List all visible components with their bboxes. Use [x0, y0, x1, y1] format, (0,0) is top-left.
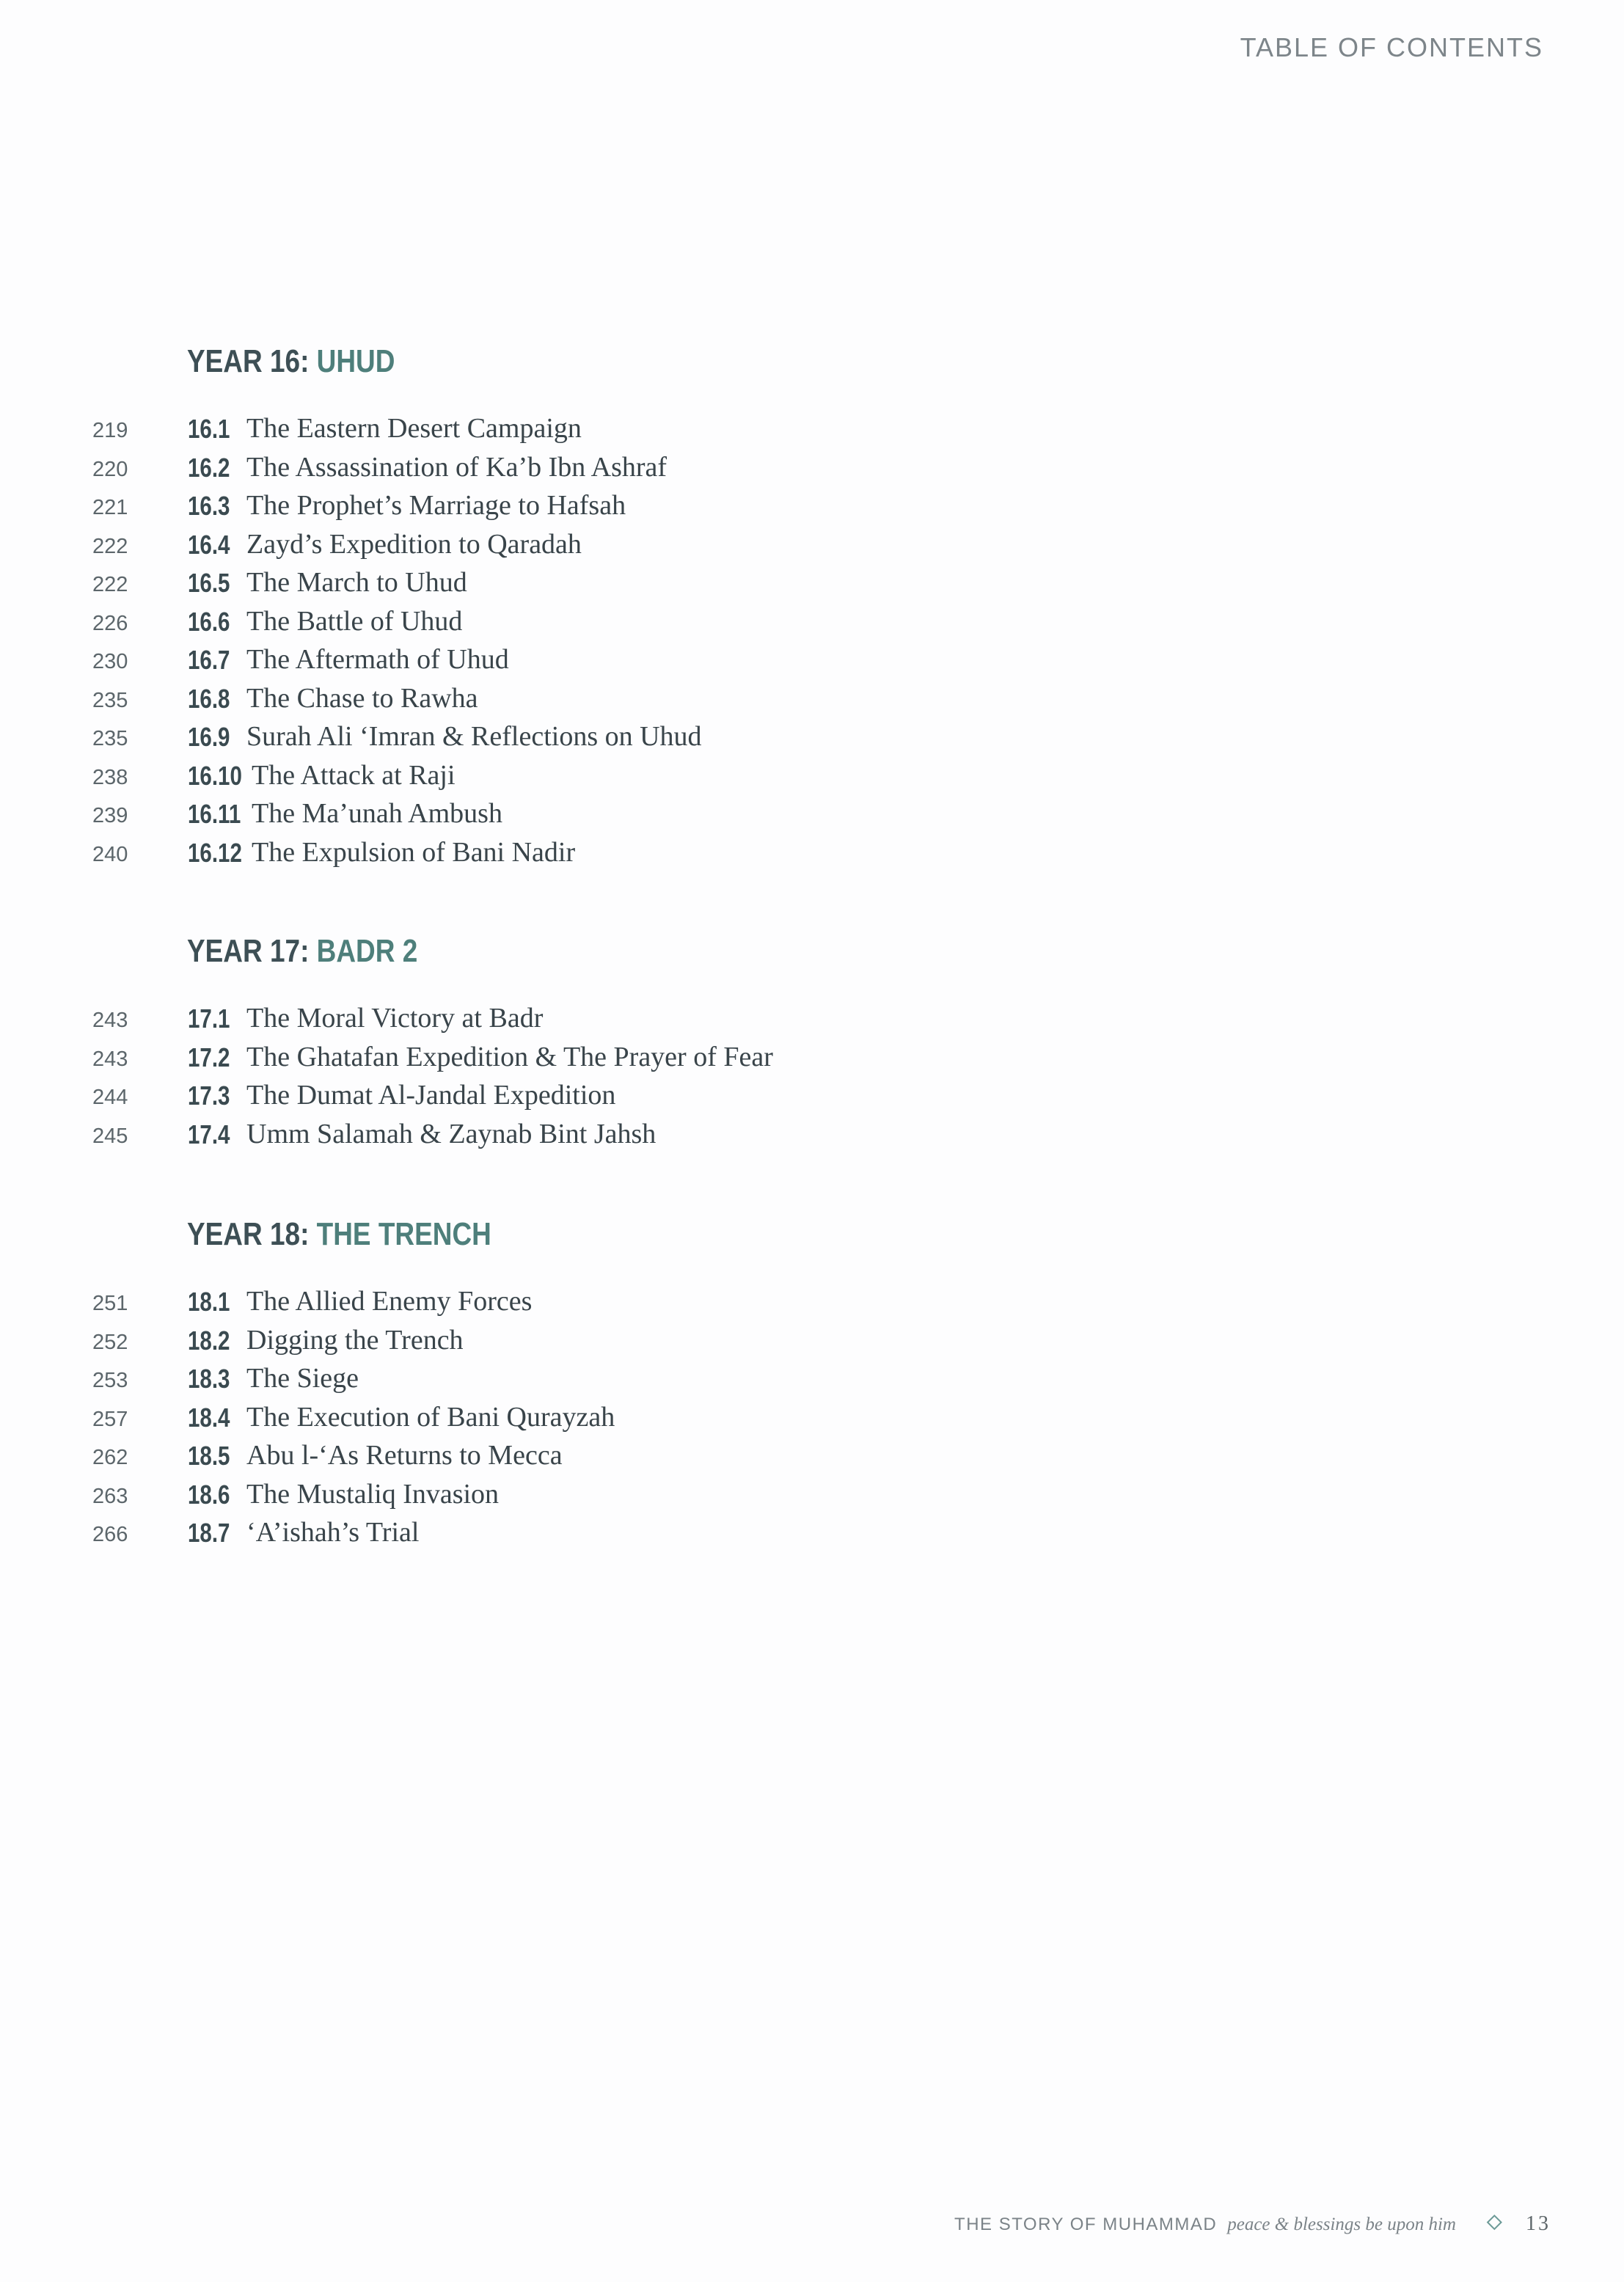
entry-title: The Chase to Rawha: [246, 682, 478, 714]
entry-title: Umm Salamah & Zaynab Bint Jahsh: [246, 1118, 656, 1149]
entry-page-number: 243: [92, 1047, 128, 1071]
entry-number: 18.3: [188, 1364, 230, 1394]
section-title: [187, 1216, 491, 1253]
entry-title: The Dumat Al-Jandal Expedition: [246, 1080, 616, 1111]
toc-entry[interactable]: [0, 1516, 954, 1555]
entry-title: The Moral Victory at Badr: [246, 1003, 544, 1034]
entry-page-number: 222: [92, 534, 128, 558]
diamond-icon: [1487, 2215, 1502, 2230]
entry-page-number: 222: [92, 573, 128, 596]
entry-number: 18.7: [188, 1518, 230, 1548]
entry-page-number: 226: [92, 611, 128, 635]
toc-entry-list: [0, 412, 954, 874]
entry-number: 17.1: [188, 1003, 230, 1034]
entry-number: 16.4: [188, 529, 230, 560]
section-title: [187, 343, 395, 380]
entry-number: 18.4: [188, 1402, 230, 1433]
entry-number: 17.4: [188, 1119, 230, 1149]
page-number: 13: [1526, 2212, 1551, 2235]
entry-page-number: 243: [92, 1009, 128, 1032]
section-name: BADR 2: [316, 933, 418, 969]
entry-title: Zayd’s Expedition to Qaradah: [246, 528, 582, 560]
page-footer: [954, 2212, 1551, 2236]
running-head: TABLE OF CONTENTS: [1240, 32, 1543, 62]
toc-entry[interactable]: [0, 1285, 954, 1324]
entry-number: 16.10: [188, 760, 242, 791]
entry-title: The Ma’unah Ambush: [252, 798, 502, 829]
toc-entry[interactable]: [0, 605, 954, 644]
entry-page-number: 221: [92, 496, 128, 519]
toc-entry[interactable]: [0, 1002, 954, 1041]
entry-number: 16.12: [188, 837, 242, 868]
entry-title: The Assassination of Ka’b Ibn Ashraf: [246, 451, 667, 483]
entry-page-number: 238: [92, 765, 128, 789]
entry-title: The Allied Enemy Forces: [246, 1286, 533, 1317]
footer-tagline: peace & blessings be upon him: [1227, 2215, 1456, 2234]
toc-entry[interactable]: [0, 528, 954, 567]
toc-entry[interactable]: [0, 566, 954, 605]
entry-number: 16.7: [188, 645, 230, 675]
toc-entry[interactable]: [0, 682, 954, 721]
toc-entry[interactable]: [0, 759, 954, 798]
entry-page-number: 263: [92, 1484, 128, 1508]
toc-entry[interactable]: [0, 1324, 954, 1363]
toc-entry-list: [0, 1002, 954, 1156]
entry-page-number: 235: [92, 688, 128, 712]
entry-number: 16.11: [188, 799, 241, 829]
toc-entry[interactable]: [0, 1079, 954, 1118]
entry-number: 16.3: [188, 491, 230, 521]
entry-title: Digging the Trench: [246, 1324, 464, 1356]
entry-page-number: 245: [92, 1124, 128, 1148]
section-title: [187, 933, 417, 970]
entry-number: 16.5: [188, 568, 230, 598]
toc-entry[interactable]: [0, 797, 954, 836]
section-year-label: YEAR 16:: [187, 343, 310, 379]
entry-title: The Aftermath of Uhud: [246, 644, 509, 675]
toc-entry-list: [0, 1285, 954, 1555]
section-year-label: YEAR 18:: [187, 1216, 310, 1252]
entry-page-number: 262: [92, 1446, 128, 1469]
toc-entry[interactable]: [0, 1401, 954, 1440]
entry-page-number: 219: [92, 419, 128, 442]
entry-title: The Eastern Desert Campaign: [246, 413, 582, 444]
toc-entry[interactable]: [0, 643, 954, 682]
entry-page-number: 266: [92, 1523, 128, 1546]
footer-book-title: THE STORY OF MUHAMMAD: [954, 2215, 1218, 2234]
entry-page-number: 257: [92, 1407, 128, 1431]
entry-number: 18.1: [188, 1287, 230, 1317]
entry-number: 17.2: [188, 1042, 230, 1072]
entry-page-number: 230: [92, 650, 128, 673]
entry-page-number: 239: [92, 804, 128, 827]
toc-entry[interactable]: [0, 489, 954, 528]
toc-entry[interactable]: [0, 1118, 954, 1157]
entry-page-number: 240: [92, 842, 128, 866]
entry-title: The Execution of Bani Qurayzah: [246, 1401, 615, 1433]
entry-number: 18.5: [188, 1441, 230, 1471]
entry-page-number: 253: [92, 1369, 128, 1392]
entry-page-number: 252: [92, 1330, 128, 1354]
section-name: THE TRENCH: [316, 1216, 491, 1252]
entry-number: 16.2: [188, 452, 230, 483]
entry-number: 16.9: [188, 722, 230, 752]
entry-number: 18.2: [188, 1325, 230, 1356]
section-year-label: YEAR 17:: [187, 933, 310, 969]
entry-number: 16.1: [188, 414, 230, 444]
toc-entry[interactable]: [0, 1362, 954, 1401]
entry-title: The Mustaliq Invasion: [246, 1478, 500, 1510]
toc-entry[interactable]: [0, 836, 954, 875]
entry-title: The Siege: [246, 1363, 359, 1394]
toc-entry[interactable]: [0, 412, 954, 451]
entry-page-number: 235: [92, 727, 128, 750]
entry-page-number: 220: [92, 457, 128, 481]
entry-title: The Ghatafan Expedition & The Prayer of Fear: [246, 1041, 773, 1072]
toc-entry[interactable]: [0, 1041, 954, 1080]
entry-title: The Prophet’s Marriage to Hafsah: [246, 490, 626, 521]
entry-title: Abu l-‘As Returns to Mecca: [246, 1440, 563, 1471]
toc-entry[interactable]: [0, 1439, 954, 1478]
entry-number: 17.3: [188, 1080, 230, 1111]
entry-number: 16.6: [188, 606, 230, 637]
section-name: UHUD: [316, 343, 395, 379]
entry-title: The Attack at Raji: [252, 759, 456, 791]
toc-entry[interactable]: [0, 451, 954, 490]
entry-page-number: 251: [92, 1292, 128, 1315]
toc-entry[interactable]: [0, 1478, 954, 1517]
entry-title: ‘A’ishah’s Trial: [246, 1517, 420, 1548]
entry-title: Surah Ali ‘Imran & Reflections on Uhud: [246, 721, 702, 752]
entry-title: The March to Uhud: [246, 567, 467, 598]
entry-page-number: 244: [92, 1086, 128, 1109]
toc-entry[interactable]: [0, 720, 954, 759]
entry-title: The Battle of Uhud: [246, 605, 463, 637]
entry-title: The Expulsion of Bani Nadir: [252, 836, 576, 868]
entry-number: 16.8: [188, 683, 230, 714]
entry-number: 18.6: [188, 1479, 230, 1510]
